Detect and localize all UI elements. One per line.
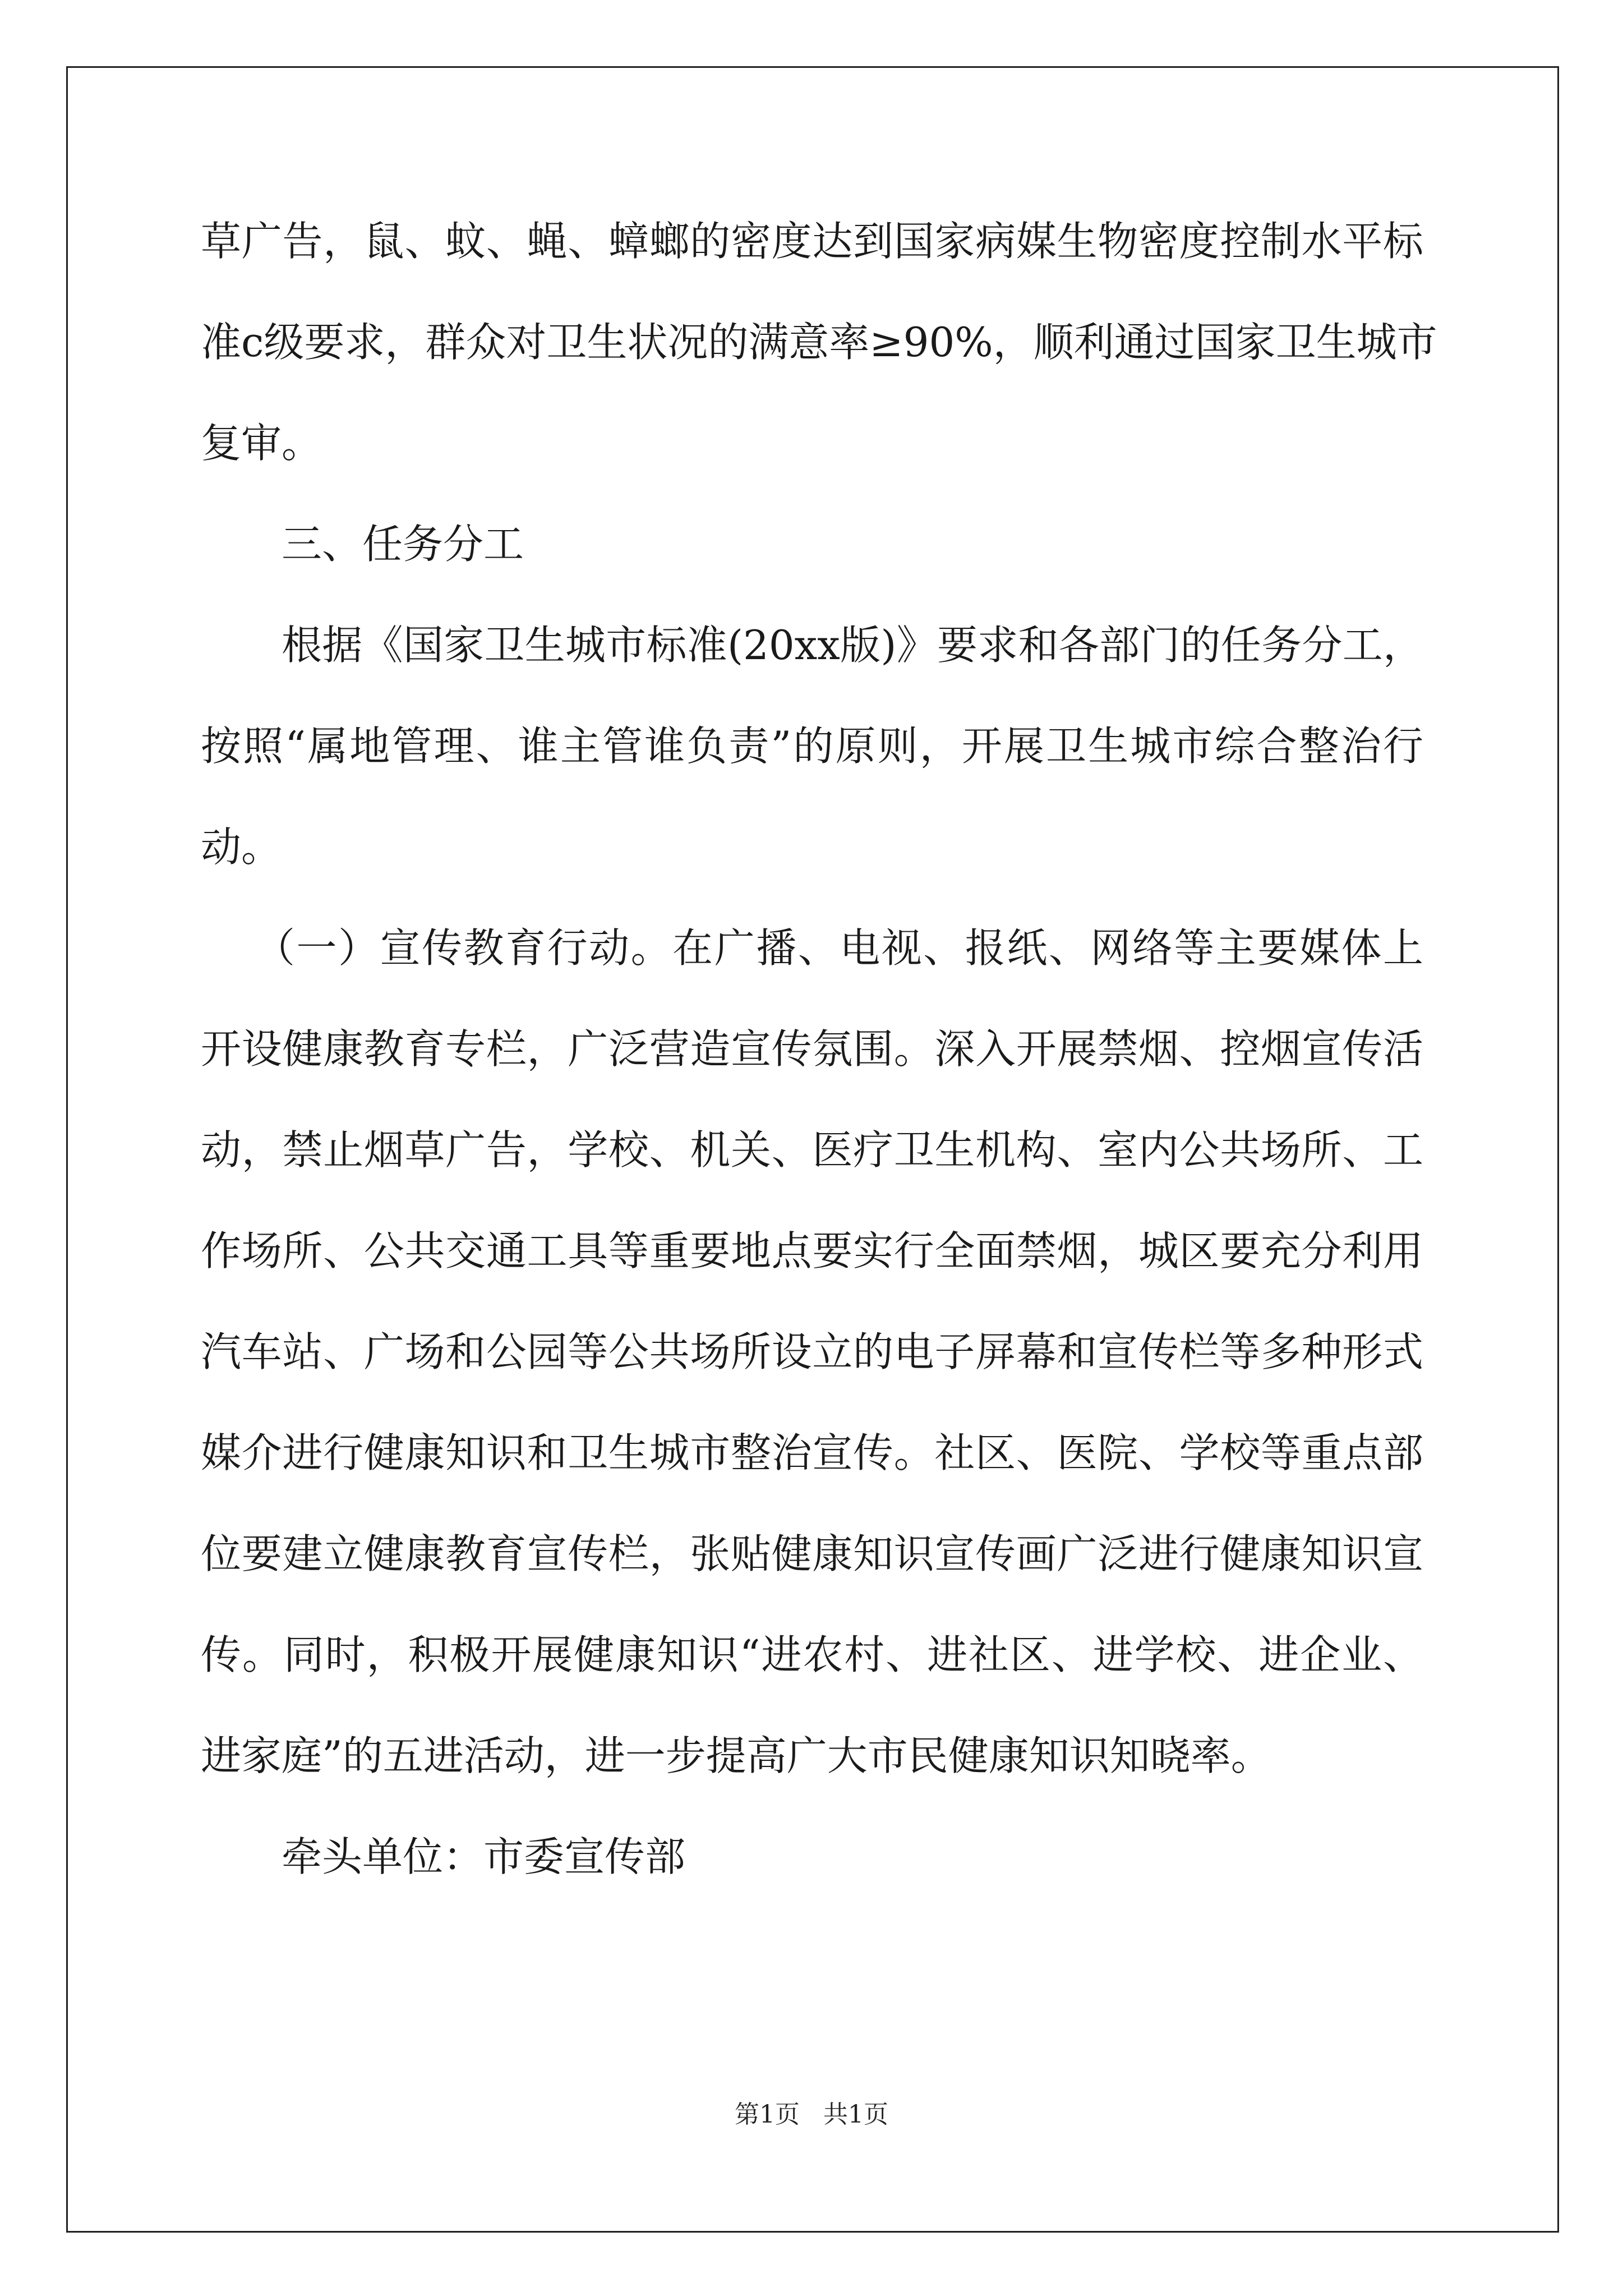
paragraph-line: 准c级要求，群众对卫生状况的满意率≥90%，顺利通过国家卫生城市: [201, 319, 1437, 366]
paragraph-line: 传。同时，积极开展健康知识“进农村、进社区、进学校、进企业、: [201, 1631, 1423, 1678]
paragraph-line: 动，禁止烟草广告，学校、机关、医疗卫生机构、室内公共场所、工: [201, 1126, 1423, 1174]
paragraph-line: 汽车站、广场和公园等公共场所设立的电子屏幕和宣传栏等多种形式: [201, 1328, 1423, 1375]
paragraph-line: 根据《国家卫生城市标准(20xx版)》要求和各部门的任务分工，: [282, 622, 1423, 669]
paragraph-line: 作场所、公共交通工具等重要地点要实行全面禁烟，城区要充分利用: [201, 1227, 1423, 1274]
paragraph-line: 草广告，鼠、蚊、蝇、蟑螂的密度达到国家病媒生物密度控制水平标: [201, 218, 1423, 265]
paragraph-line: 按照“属地管理、谁主管谁负责”的原则，开展卫生城市综合整治行: [201, 723, 1423, 770]
lead-unit-line: 牵头单位：市委宣传部: [282, 1833, 686, 1880]
paragraph-line: （一）宣传教育行动。在广播、电视、报纸、网络等主要媒体上: [255, 924, 1423, 972]
paragraph-line: 媒介进行健康知识和卫生城市整治宣传。社区、医院、学校等重点部: [201, 1429, 1423, 1476]
section-heading: 三、任务分工: [282, 521, 524, 568]
paragraph-line: 开设健康教育专栏，广泛营造宣传氛围。深入开展禁烟、控烟宣传活: [201, 1025, 1423, 1073]
paragraph-line: 进家庭”的五进活动，进一步提高广大市民健康知识知晓率。: [201, 1732, 1271, 1779]
page-number: 第1页 共1页: [735, 2100, 888, 2129]
paragraph-line: 复审。: [201, 420, 322, 467]
paragraph-line: 位要建立健康教育宣传栏，张贴健康知识宣传画广泛进行健康知识宣: [201, 1530, 1423, 1577]
paragraph-line: 动。: [201, 823, 282, 871]
